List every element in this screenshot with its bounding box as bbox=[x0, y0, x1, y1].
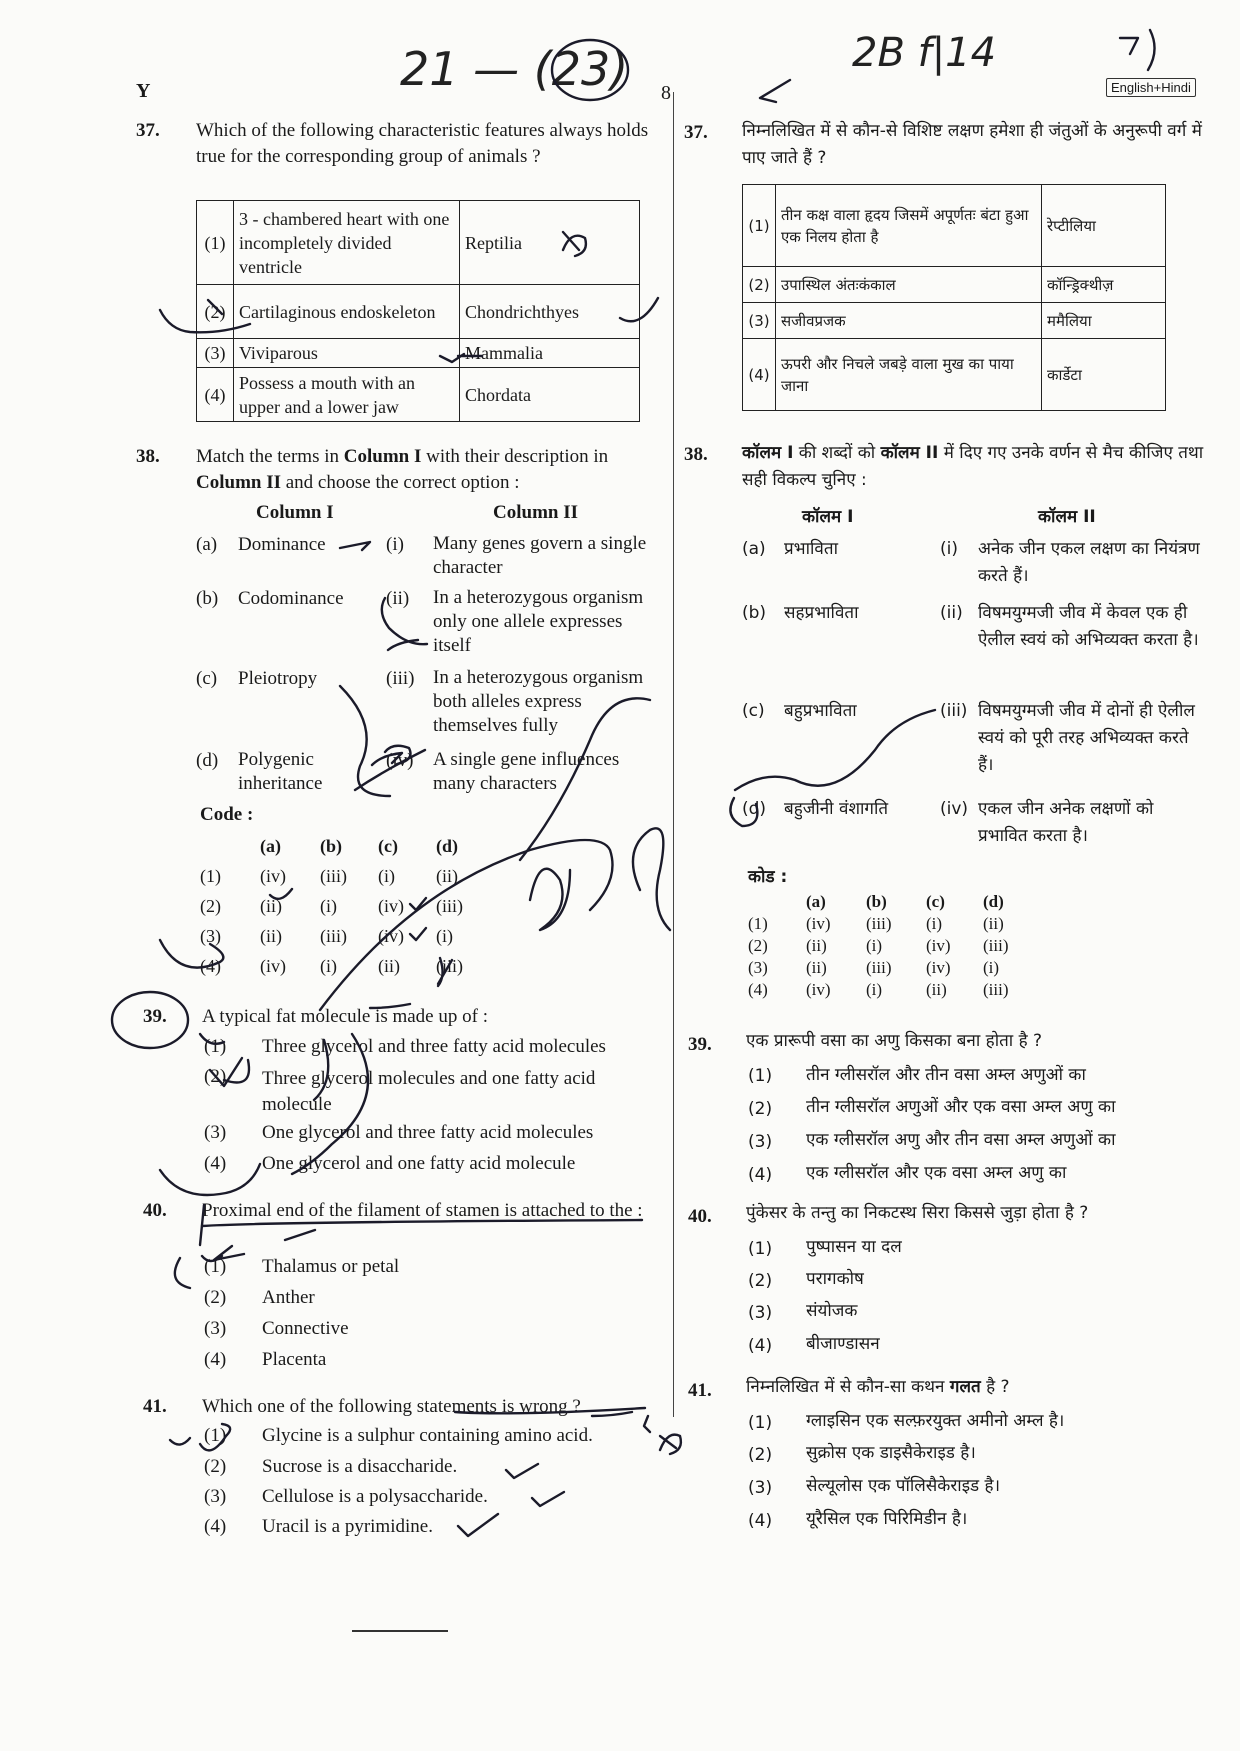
hi-q41-option1-num[interactable]: (1) bbox=[748, 1413, 773, 1433]
hi-q38-item-c-label: (c) bbox=[742, 701, 765, 721]
hi-q38-code-label: कोड : bbox=[748, 867, 788, 887]
hi-q38-number: 38. bbox=[684, 444, 708, 465]
q38-option4-num[interactable]: (4) bbox=[200, 956, 221, 976]
q41-tick-cellulose bbox=[532, 1492, 564, 1506]
q37-row4-num: (4) bbox=[197, 368, 234, 422]
q38-item-ii-desc: In a heterozygous organism only one allele expresses itself bbox=[433, 587, 644, 656]
q37-stem: Which of the following characteristic features always holds true for the corresponding group of animals ? bbox=[196, 120, 649, 167]
q41-tick-sucrose bbox=[506, 1464, 538, 1478]
q41-option3-num[interactable]: (3) bbox=[204, 1486, 227, 1507]
q41-tick-uracil bbox=[458, 1514, 498, 1536]
hi-q37-row2-group: कॉन्ड्रिक्थीज़ bbox=[1042, 267, 1166, 303]
q39-option4-text[interactable]: One glycerol and one fatty acid molecule bbox=[262, 1153, 576, 1174]
q39-option1-text[interactable]: Three glycerol and three fatty acid molecules bbox=[262, 1036, 606, 1057]
hi-q38-item-b-label: (b) bbox=[742, 603, 767, 623]
hi-q38-option2-a: (ii) bbox=[806, 936, 827, 955]
hi-q40-option1-text[interactable]: पुष्पासन या दल bbox=[806, 1237, 902, 1257]
hi-q39-option2-text[interactable]: तीन ग्लीसरॉल अणुओं और एक वसा अम्ल अणु का bbox=[806, 1097, 1116, 1117]
q38-code-head-c: (c) bbox=[378, 836, 398, 856]
q40-number: 40. bbox=[143, 1200, 167, 1221]
q38-item-a-term: Dominance bbox=[238, 534, 326, 555]
q39-stem: A typical fat molecule is made up of : bbox=[202, 1006, 488, 1027]
q40-option1-num[interactable]: (1) bbox=[204, 1256, 227, 1277]
hi-q38-code-head-a: (a) bbox=[806, 892, 826, 911]
q38-code-head-b: (b) bbox=[320, 836, 342, 856]
hi-q40-option4-text[interactable]: बीजाण्डासन bbox=[806, 1334, 880, 1354]
hi-q38-item-ii-desc: विषमयुग्मजी जीव में केवल एक ही ऐलील स्वयं को अभिव्यक्त करता है। bbox=[978, 603, 1199, 650]
hi-q41-option2-num[interactable]: (2) bbox=[748, 1445, 773, 1465]
hi-q38-item-c-term: बहुप्रभाविता bbox=[784, 701, 857, 721]
hi-q38-item-a-term: प्रभाविता bbox=[784, 539, 838, 559]
q38-option1-c: (i) bbox=[378, 866, 395, 886]
q41-option2-num[interactable]: (2) bbox=[204, 1456, 227, 1477]
q38-stem: Match the terms in Column I with their description in Column II and choose the correct option : bbox=[196, 446, 609, 493]
hi-q40-number: 40. bbox=[688, 1206, 712, 1227]
q41-tick-left bbox=[170, 1438, 190, 1445]
centre-loop-signature bbox=[633, 828, 670, 930]
q39-option3-num[interactable]: (3) bbox=[204, 1122, 227, 1143]
q38-item-iii-label: (iii) bbox=[386, 668, 415, 689]
hi-q38-item-iii-desc: विषमयुग्मजी जीव में दोनों ही ऐलील स्वयं को पूरी तरह अभिव्यक्त करते हैं। bbox=[978, 701, 1195, 775]
hi-q38-option1-num[interactable]: (1) bbox=[748, 914, 768, 933]
q38-item-b-term: Codominance bbox=[238, 588, 344, 609]
q38-option2-b: (i) bbox=[320, 896, 337, 916]
q37-table bbox=[196, 200, 640, 422]
q38-code-label: Code : bbox=[200, 804, 254, 825]
q38-option3-num[interactable]: (3) bbox=[200, 926, 221, 946]
q38-item-i-desc: Many genes govern a single character bbox=[433, 533, 647, 578]
q38-linking-lines bbox=[340, 686, 402, 796]
q39-option2-num[interactable]: (2) bbox=[204, 1066, 227, 1087]
q41-question-mark bbox=[644, 1416, 650, 1432]
handwritten-top-right-note: 2B f|14 bbox=[852, 30, 997, 76]
hi-q39-option3-num[interactable]: (3) bbox=[748, 1132, 773, 1152]
hi-q38-option3-num[interactable]: (3) bbox=[748, 958, 768, 977]
hi-q37-number: 37. bbox=[684, 122, 708, 143]
hi-q38-item-i-label: (i) bbox=[940, 539, 958, 559]
hi-q39-option3-text[interactable]: एक ग्लीसरॉल अणु और तीन वसा अम्ल अणुओं का bbox=[806, 1130, 1116, 1150]
hi-q38-item-iii-label: (iii) bbox=[940, 701, 968, 721]
q38-option3-b: (iii) bbox=[320, 926, 347, 946]
hi-q39-option4-num[interactable]: (4) bbox=[748, 1165, 773, 1185]
q40-option2-num[interactable]: (2) bbox=[204, 1287, 227, 1308]
q41-option4-num[interactable]: (4) bbox=[204, 1516, 227, 1537]
language-badge: English+Hindi bbox=[1106, 78, 1196, 97]
q37-row4-group: Chordata bbox=[460, 368, 640, 422]
hi-q39-option2-num[interactable]: (2) bbox=[748, 1099, 773, 1119]
q37-row4-feature: Possess a mouth with an upper and a lower jaw bbox=[234, 368, 460, 422]
hi-q39-option1-num[interactable]: (1) bbox=[748, 1066, 773, 1086]
hi-q40-option1-num[interactable]: (1) bbox=[748, 1239, 773, 1259]
hi-q38-option3-a: (ii) bbox=[806, 958, 827, 977]
hi-q41-option2-text[interactable]: सुक्रोस एक डाइसैकेराइड है। bbox=[806, 1443, 976, 1463]
hi-q38-item-i-desc: अनेक जीन एकल लक्षण का नियंत्रण करते हैं। bbox=[978, 539, 1200, 586]
hi-q38-code-head-b: (b) bbox=[866, 892, 887, 911]
q38-item-iii-desc: In a heterozygous organism both alleles express themselves fully bbox=[433, 667, 644, 736]
hi-q38-option3-d: (i) bbox=[983, 958, 1000, 977]
q37-row1-group: Reptilia bbox=[460, 201, 640, 285]
q41-option1-num[interactable]: (1) bbox=[204, 1425, 227, 1446]
q41-stem: Which one of the following statements is wrong ? bbox=[202, 1396, 581, 1417]
q38-option2-a: (ii) bbox=[260, 896, 282, 916]
column-divider bbox=[673, 92, 674, 1417]
q38-code-head-d: (d) bbox=[436, 836, 458, 856]
hi-q38-item-iv-desc: एकल जीन अनेक लक्षणों को प्रभावित करता है। bbox=[978, 799, 1154, 846]
q41-option4-text[interactable]: Uracil is a pyrimidine. bbox=[262, 1516, 433, 1537]
q38-item-ii-label: (ii) bbox=[386, 588, 410, 609]
q38-col1-heading: Column I bbox=[256, 502, 334, 523]
q37-row2-feature: Cartilaginous endoskeleton bbox=[234, 285, 460, 339]
hi-q39-number: 39. bbox=[688, 1034, 712, 1055]
top-right-scribble bbox=[1120, 30, 1155, 70]
q37-row3-num: (3) bbox=[197, 339, 234, 368]
hi-q39-option4-text[interactable]: एक ग्लीसरॉल और एक वसा अम्ल अणु का bbox=[806, 1163, 1067, 1183]
q40-option3-text[interactable]: Connective bbox=[262, 1318, 349, 1339]
hi-q37-row2-feature: उपास्थिल अंतःकंकाल bbox=[776, 267, 1042, 303]
q38-option3-d: (i) bbox=[436, 926, 453, 946]
hi-q40-option2-text[interactable]: परागकोष bbox=[806, 1269, 864, 1289]
hi-q38-option2-num[interactable]: (2) bbox=[748, 936, 768, 955]
hi-q37-row4-num: (4) bbox=[743, 339, 776, 411]
q41-option2-text[interactable]: Sucrose is a disaccharide. bbox=[262, 1456, 458, 1477]
q37-row1-feature: 3 - chambered heart with one incompletely divided ventricle bbox=[234, 201, 460, 285]
hi-q39-stem: एक प्रारूपी वसा का अणु किसका बना होता है ? bbox=[746, 1031, 1043, 1051]
q41-option3-text[interactable]: Cellulose is a polysaccharide. bbox=[262, 1486, 488, 1507]
hi-q38-option1-a: (iv) bbox=[806, 914, 831, 933]
q38-option4-d: (iii) bbox=[436, 956, 463, 976]
q37-row3-group: Mammalia bbox=[460, 339, 640, 368]
hi-q37-row1-num: (1) bbox=[743, 185, 776, 267]
hi-q37-stem: निम्नलिखित में से कौन-से विशिष्ट लक्षण हमेशा ही जंतुओं के अनुरूपी वर्ग में पाए जाते हैं ? bbox=[742, 121, 1202, 168]
hi-q41-option3-text[interactable]: सेल्यूलोस एक पॉलिसैकेराइड है। bbox=[806, 1476, 1001, 1496]
hi-q38-option4-num[interactable]: (4) bbox=[748, 980, 768, 999]
q38-item-d-label: (d) bbox=[196, 750, 219, 771]
q38-item-c-label: (c) bbox=[196, 668, 218, 689]
hi-q37-row2-num: (2) bbox=[743, 267, 776, 303]
q39-option4-num[interactable]: (4) bbox=[204, 1153, 227, 1174]
pat-signature bbox=[530, 869, 570, 930]
hi-q38-item-d-label: (d) bbox=[742, 799, 767, 819]
q37-row1-num: (1) bbox=[197, 201, 234, 285]
q38-option1-d: (ii) bbox=[436, 866, 458, 886]
hi-q40-option4-num[interactable]: (4) bbox=[748, 1336, 773, 1356]
hi-q37-row3-group: ममैलिया bbox=[1042, 303, 1166, 339]
hi-q38-item-iv-label: (iv) bbox=[940, 799, 969, 819]
hi-q38-item-d-term: बहुजीनी वंशागति bbox=[784, 799, 889, 819]
q38-option3-a: (ii) bbox=[260, 926, 282, 946]
q38-option1-a: (iv) bbox=[260, 866, 286, 886]
hi-q38-option4-c: (ii) bbox=[926, 980, 947, 999]
q38-option2-num[interactable]: (2) bbox=[200, 896, 221, 916]
page-number: 8 bbox=[661, 82, 671, 104]
q40-option3-num[interactable]: (3) bbox=[204, 1318, 227, 1339]
q40-stem: Proximal end of the filament of stamen is attached to the : bbox=[202, 1200, 643, 1221]
q38-code-head-a: (a) bbox=[260, 836, 281, 856]
hi-q39-option1-text[interactable]: तीन ग्लीसरॉल और तीन वसा अम्ल अणुओं का bbox=[806, 1065, 1086, 1085]
hi-q40-option3-num[interactable]: (3) bbox=[748, 1303, 773, 1323]
hi-q40-option2-num[interactable]: (2) bbox=[748, 1271, 773, 1291]
series-letter: Y bbox=[136, 80, 151, 102]
q39-option2-text[interactable]: Three glycerol molecules and one fatty acid molecule bbox=[262, 1068, 596, 1115]
hi-q41-option1-text[interactable]: ग्लाइसिन एक सल्फ़रयुक्त अमीनो अम्ल है। bbox=[806, 1411, 1065, 1431]
q39-number: 39. bbox=[143, 1006, 167, 1027]
hi-q37-row1-feature: तीन कक्ष वाला हृदय जिसमें अपूर्णतः बंटा हुआ एक निलय होता है bbox=[776, 185, 1042, 267]
q39-option3-text[interactable]: One glycerol and three fatty acid molecules bbox=[262, 1122, 594, 1143]
hi-q37-row1-group: रेप्टीलिया bbox=[1042, 185, 1166, 267]
q38-item-b-label: (b) bbox=[196, 588, 219, 609]
q38-option4-b: (i) bbox=[320, 956, 337, 976]
hi-q41-option4-num[interactable]: (4) bbox=[748, 1511, 773, 1531]
hi-q38-code-grid bbox=[748, 892, 1038, 1012]
hi-q37-row3-feature: सजीवप्रजक bbox=[776, 303, 1042, 339]
hi-q38-option2-c: (iv) bbox=[926, 936, 951, 955]
hi-q41-option4-text[interactable]: यूरैसिल एक पिरिमिडीन है। bbox=[806, 1509, 968, 1529]
q41-cross-glycine bbox=[660, 1435, 681, 1454]
hi-q37-row4-feature: ऊपरी और निचले जबड़े वाला मुख का पाया जाना bbox=[776, 339, 1042, 411]
handwritten-page-note: 21 — (23) bbox=[400, 42, 629, 96]
footer-rule bbox=[352, 1630, 448, 1632]
hi-q38-option2-b: (i) bbox=[866, 936, 883, 955]
hi-q41-number: 41. bbox=[688, 1380, 712, 1401]
q38-item-d-term: Polygenic inheritance bbox=[238, 749, 323, 794]
hi-q38-item-ii-label: (ii) bbox=[940, 603, 963, 623]
q38-item-a-label: (a) bbox=[196, 534, 218, 555]
q38-option1-b: (iii) bbox=[320, 866, 347, 886]
q38-item-iv-label: (iv) bbox=[386, 750, 414, 771]
q38-option2-d: (iii) bbox=[436, 896, 463, 916]
q38-option4-a: (iv) bbox=[260, 956, 286, 976]
q38-item-c-term: Pleiotropy bbox=[238, 668, 318, 689]
q37-row2-group: Chondrichthyes bbox=[460, 285, 640, 339]
hi-q38-item-a-label: (a) bbox=[742, 539, 766, 559]
q41-number: 41. bbox=[143, 1396, 167, 1417]
hi-q38-option3-c: (iv) bbox=[926, 958, 951, 977]
q38-option4-c: (ii) bbox=[378, 956, 400, 976]
q38-arrow-dominance bbox=[340, 542, 370, 550]
q40-option2-text[interactable]: Anther bbox=[262, 1287, 315, 1308]
q41-option1-text[interactable]: Glycine is a sulphur containing amino acid. bbox=[262, 1425, 593, 1446]
hi-q38-option1-d: (ii) bbox=[983, 914, 1004, 933]
hi-q38-col1-heading: कॉलम I bbox=[802, 507, 854, 527]
hi-q38-option4-b: (i) bbox=[866, 980, 883, 999]
hi-q38-option1-c: (i) bbox=[926, 914, 943, 933]
q38-option1-num[interactable]: (1) bbox=[200, 866, 221, 886]
q37-row3-feature: Viviparous bbox=[234, 339, 460, 368]
q40-option4-text[interactable]: Placenta bbox=[262, 1349, 327, 1370]
q38-item-iv-desc: A single gene influences many characters bbox=[433, 749, 620, 794]
hi-q38-col2-heading: कॉलम II bbox=[1038, 507, 1096, 527]
top-arrow-mark bbox=[760, 80, 790, 102]
hi-q38-code-head-d: (d) bbox=[983, 892, 1004, 911]
hi-q38-stem: कॉलम I की शब्दों को कॉलम II में दिए गए उनके वर्णन से मैच कीजिए तथा सही विकल्प चुनिए : bbox=[742, 443, 1204, 490]
q38-number: 38. bbox=[136, 446, 160, 467]
hi-q40-stem: पुंकेसर के तन्तु का निकटस्थ सिरा किससे जुड़ा होता है ? bbox=[746, 1203, 1089, 1223]
hi-q37-row4-group: कार्डेटा bbox=[1042, 339, 1166, 411]
q40-option1-text[interactable]: Thalamus or petal bbox=[262, 1256, 400, 1277]
hi-q41-option3-num[interactable]: (3) bbox=[748, 1478, 773, 1498]
hi-q38-option4-a: (iv) bbox=[806, 980, 831, 999]
hi-q40-option3-text[interactable]: संयोजक bbox=[806, 1301, 858, 1321]
hi-q38-option1-b: (iii) bbox=[866, 914, 892, 933]
hi-q37-row3-num: (3) bbox=[743, 303, 776, 339]
hi-q38-option2-d: (iii) bbox=[983, 936, 1009, 955]
q39-option1-num[interactable]: (1) bbox=[204, 1036, 227, 1057]
hi-q38-option3-b: (iii) bbox=[866, 958, 892, 977]
hi-q37-table bbox=[742, 184, 1166, 411]
q38-col2-heading: Column II bbox=[493, 502, 578, 523]
hi-q38-option4-d: (iii) bbox=[983, 980, 1009, 999]
q37-row2-num: (2) bbox=[197, 285, 234, 339]
q37-number: 37. bbox=[136, 120, 160, 141]
q38-option2-c: (iv) bbox=[378, 896, 404, 916]
q38-item-i-label: (i) bbox=[386, 534, 404, 555]
q38-code-grid bbox=[200, 836, 480, 986]
q40-option4-num[interactable]: (4) bbox=[204, 1349, 227, 1370]
hi-q41-stem: निम्नलिखित में से कौन-सा कथन गलत है ? bbox=[746, 1377, 1010, 1397]
hi-q38-item-b-term: सहप्रभाविता bbox=[784, 603, 859, 623]
q38-option3-c: (iv) bbox=[378, 926, 404, 946]
hi-q38-code-head-c: (c) bbox=[926, 892, 945, 911]
